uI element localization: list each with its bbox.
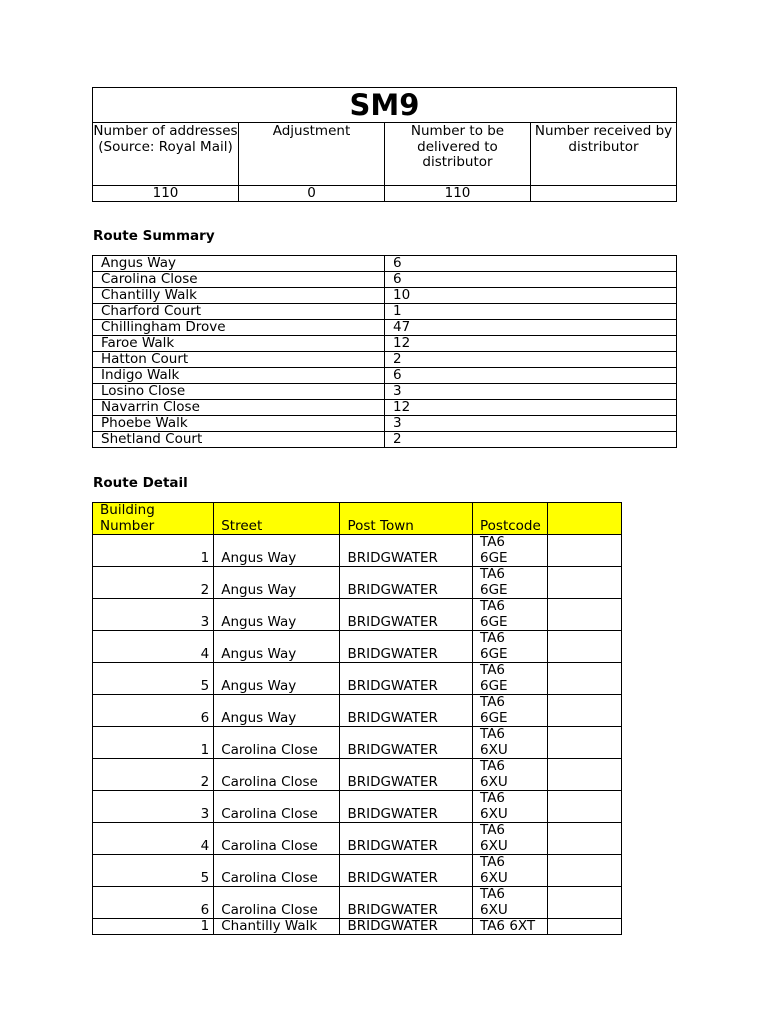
blank-cell <box>547 567 621 599</box>
route-summary-heading: Route Summary <box>93 228 215 244</box>
document-title: SM9 <box>93 88 677 123</box>
building-number-cell: 1 <box>93 727 214 759</box>
blank-cell <box>547 535 621 567</box>
post-town-cell: BRIDGWATER <box>340 535 473 567</box>
postcode-inward: 6GE <box>480 613 508 630</box>
postcode-outward: TA6 <box>480 886 506 902</box>
postcode-outward: TA6 <box>480 694 506 710</box>
postcode-outward: TA6 <box>480 598 506 614</box>
postcode-cell <box>473 727 548 759</box>
blank-cell <box>547 887 621 919</box>
building-number-cell: 1 <box>93 919 214 935</box>
route-summary-row <box>93 352 677 368</box>
route-summary-count: 6 <box>385 368 677 384</box>
header-number-received: Number received by distributor <box>531 123 677 186</box>
blank-cell <box>547 855 621 887</box>
route-detail-row <box>93 727 622 759</box>
route-detail-row <box>93 599 622 631</box>
street-cell: Carolina Close <box>214 791 340 823</box>
route-summary-row <box>93 304 677 320</box>
route-summary-row <box>93 256 677 272</box>
postcode-outward: TA6 <box>480 822 506 838</box>
postcode-inward: 6GE <box>480 709 508 726</box>
postcode-outward: TA6 <box>480 662 506 678</box>
route-summary-count: 3 <box>385 416 677 432</box>
post-town-cell: BRIDGWATER <box>340 791 473 823</box>
route-summary-count: 12 <box>385 336 677 352</box>
postcode-cell <box>473 567 548 599</box>
header-blank <box>547 503 621 535</box>
building-number-cell: 6 <box>93 887 214 919</box>
route-summary-street: Navarrin Close <box>93 400 385 416</box>
building-number-cell: 5 <box>93 855 214 887</box>
route-summary-count: 2 <box>385 432 677 448</box>
postcode-inward: 6GE <box>480 677 508 694</box>
post-town-cell: BRIDGWATER <box>340 887 473 919</box>
postcode-inward: 6XU <box>480 869 508 886</box>
route-summary-row <box>93 368 677 384</box>
route-summary-row <box>93 400 677 416</box>
postcode-outward: TA6 <box>480 758 506 774</box>
post-town-cell: BRIDGWATER <box>340 855 473 887</box>
postcode-outward: TA6 <box>480 790 506 806</box>
route-detail-row <box>93 535 622 567</box>
route-summary-count: 6 <box>385 272 677 288</box>
building-number-cell: 3 <box>93 791 214 823</box>
post-town-cell: BRIDGWATER <box>340 631 473 663</box>
post-town-cell: BRIDGWATER <box>340 599 473 631</box>
building-number-cell: 4 <box>93 631 214 663</box>
value-number-received <box>531 186 677 202</box>
postcode-outward: TA6 6XT <box>480 918 536 934</box>
postcode-cell <box>473 919 548 935</box>
header-building-number: Building Number <box>93 503 214 535</box>
blank-cell <box>547 727 621 759</box>
postcode-cell <box>473 855 548 887</box>
blank-cell <box>547 759 621 791</box>
post-town-cell: BRIDGWATER <box>340 663 473 695</box>
route-detail-header-row <box>93 503 622 535</box>
route-detail-row <box>93 791 622 823</box>
header-postcode: Postcode <box>473 503 548 535</box>
street-cell: Angus Way <box>214 599 340 631</box>
route-summary-street: Shetland Court <box>93 432 385 448</box>
route-summary-row <box>93 336 677 352</box>
route-summary-street: Phoebe Walk <box>93 416 385 432</box>
postcode-outward: TA6 <box>480 534 506 550</box>
postcode-cell <box>473 887 548 919</box>
postcode-inward: 6GE <box>480 549 508 566</box>
route-summary-street: Charford Court <box>93 304 385 320</box>
postcode-inward: 6GE <box>480 645 508 662</box>
street-cell: Angus Way <box>214 663 340 695</box>
route-summary-row <box>93 320 677 336</box>
route-summary-row <box>93 432 677 448</box>
street-cell: Carolina Close <box>214 727 340 759</box>
postcode-inward: 6GE <box>480 581 508 598</box>
postcode-outward: TA6 <box>480 630 506 646</box>
street-cell: Angus Way <box>214 631 340 663</box>
route-detail-heading: Route Detail <box>93 475 188 491</box>
postcode-cell <box>473 791 548 823</box>
route-detail-row <box>93 759 622 791</box>
blank-cell <box>547 663 621 695</box>
route-summary-street: Hatton Court <box>93 352 385 368</box>
value-number-of-addresses: 110 <box>93 186 239 202</box>
route-summary-row <box>93 272 677 288</box>
post-town-cell: BRIDGWATER <box>340 759 473 791</box>
blank-cell <box>547 631 621 663</box>
route-summary-row <box>93 288 677 304</box>
route-summary-street: Losino Close <box>93 384 385 400</box>
route-detail-row <box>93 695 622 727</box>
postcode-cell <box>473 631 548 663</box>
street-cell: Carolina Close <box>214 887 340 919</box>
route-summary-street: Chillingham Drove <box>93 320 385 336</box>
header-adjustment: Adjustment <box>239 123 385 186</box>
route-detail-row <box>93 887 622 919</box>
postcode-inward: 6XU <box>480 901 508 918</box>
post-town-cell: BRIDGWATER <box>340 567 473 599</box>
street-cell: Angus Way <box>214 695 340 727</box>
street-cell: Carolina Close <box>214 759 340 791</box>
postcode-inward: 6XU <box>480 837 508 854</box>
building-number-cell: 2 <box>93 567 214 599</box>
blank-cell <box>547 823 621 855</box>
postcode-cell <box>473 695 548 727</box>
value-number-to-be-delivered: 110 <box>385 186 531 202</box>
blank-cell <box>547 919 621 935</box>
postcode-cell <box>473 535 548 567</box>
building-number-cell: 4 <box>93 823 214 855</box>
blank-cell <box>547 695 621 727</box>
route-summary-count: 1 <box>385 304 677 320</box>
route-detail-row <box>93 631 622 663</box>
building-number-cell: 5 <box>93 663 214 695</box>
route-detail-row <box>93 919 622 935</box>
post-town-cell: BRIDGWATER <box>340 727 473 759</box>
street-cell: Carolina Close <box>214 823 340 855</box>
postcode-inward: 6XU <box>480 741 508 758</box>
header-number-to-be-delivered: Number to be delivered to distributor <box>385 123 531 186</box>
route-detail-row <box>93 855 622 887</box>
route-summary-count: 2 <box>385 352 677 368</box>
route-summary-street: Faroe Walk <box>93 336 385 352</box>
postcode-cell <box>473 759 548 791</box>
route-detail-row <box>93 567 622 599</box>
route-detail-row <box>93 663 622 695</box>
route-summary-street: Indigo Walk <box>93 368 385 384</box>
postcode-cell <box>473 599 548 631</box>
postcode-inward: 6XU <box>480 805 508 822</box>
building-number-cell: 1 <box>93 535 214 567</box>
blank-cell <box>547 791 621 823</box>
street-cell: Angus Way <box>214 535 340 567</box>
blank-cell <box>547 599 621 631</box>
route-summary-count: 12 <box>385 400 677 416</box>
building-number-cell: 3 <box>93 599 214 631</box>
route-detail-row <box>93 823 622 855</box>
postcode-outward: TA6 <box>480 854 506 870</box>
postcode-cell <box>473 663 548 695</box>
route-detail-table <box>92 502 622 935</box>
header-number-of-addresses: Number of addresses (Source: Royal Mail) <box>93 123 239 186</box>
route-summary-row <box>93 416 677 432</box>
addresses-summary-table <box>92 87 677 202</box>
street-cell: Chantilly Walk <box>214 919 340 935</box>
post-town-cell: BRIDGWATER <box>340 823 473 855</box>
post-town-cell: BRIDGWATER <box>340 919 473 935</box>
header-post-town: Post Town <box>340 503 473 535</box>
route-summary-count: 47 <box>385 320 677 336</box>
route-summary-table <box>92 255 677 448</box>
postcode-outward: TA6 <box>480 726 506 742</box>
value-adjustment: 0 <box>239 186 385 202</box>
route-summary-count: 3 <box>385 384 677 400</box>
building-number-cell: 6 <box>93 695 214 727</box>
postcode-inward: 6XU <box>480 773 508 790</box>
route-summary-count: 6 <box>385 256 677 272</box>
route-summary-street: Angus Way <box>93 256 385 272</box>
route-summary-street: Carolina Close <box>93 272 385 288</box>
post-town-cell: BRIDGWATER <box>340 695 473 727</box>
route-summary-row <box>93 384 677 400</box>
postcode-outward: TA6 <box>480 566 506 582</box>
route-summary-street: Chantilly Walk <box>93 288 385 304</box>
postcode-cell <box>473 823 548 855</box>
building-number-cell: 2 <box>93 759 214 791</box>
street-cell: Angus Way <box>214 567 340 599</box>
street-cell: Carolina Close <box>214 855 340 887</box>
route-summary-count: 10 <box>385 288 677 304</box>
header-street: Street <box>214 503 340 535</box>
